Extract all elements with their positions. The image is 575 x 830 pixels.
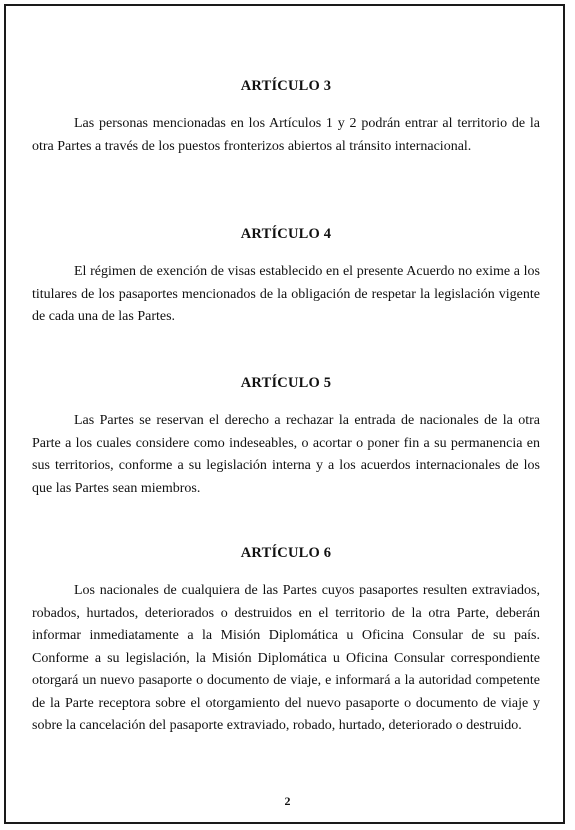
article-heading: ARTÍCULO 6 xyxy=(240,545,332,561)
article-heading: ARTÍCULO 5 xyxy=(240,375,332,391)
article-paragraph: Los nacionales de cualquiera de las Partes cuyos pasaportes resulten extraviados, robados, hurtados, deteriorados o destruidos en el territorio de la otra Parte, deberán informar inmediatamente a la Misión Diplomática u Oficina Consular de su país. Conforme a su legislación, la Misión Diplomática u Oficina Consular correspondiente otorgará un nuevo pasaporte o documento de viaje, e informará a la autoridad competente de la Parte receptora sobre el otorgamiento del nuevo pasaporte o documento de viaje y sobre la cancelación del pasaporte extraviado, robado, hurtado, deteriorado o destruido. xyxy=(32,583,540,733)
article-5 xyxy=(32,375,540,500)
page-number: 2 xyxy=(284,794,291,808)
article-heading: ARTÍCULO 4 xyxy=(240,226,332,242)
article-paragraph: Las personas mencionadas en los Artículos 1 y 2 podrán entrar al territorio de la otra Partes a través de los puestos fronterizos abiertos al tránsito internacional. xyxy=(32,116,540,154)
article-3 xyxy=(32,78,540,158)
article-6 xyxy=(32,545,540,738)
article-paragraph: El régimen de exención de visas establecido en el presente Acuerdo no exime a los titulares de los pasaportes mencionados de la obligación de respetar la legislación vigente de cada una de las Partes. xyxy=(32,264,540,324)
article-4 xyxy=(32,226,540,329)
article-paragraph: Las Partes se reservan el derecho a rechazar la entrada de nacionales de la otra Parte a los cuales considere como indeseables, o acortar o poner fin a su permanencia en sus territorios, conforme a su legislación interna y a los acuerdos internacionales de los que las Partes sean miembros. xyxy=(32,413,540,496)
article-heading: ARTÍCULO 3 xyxy=(240,78,332,94)
